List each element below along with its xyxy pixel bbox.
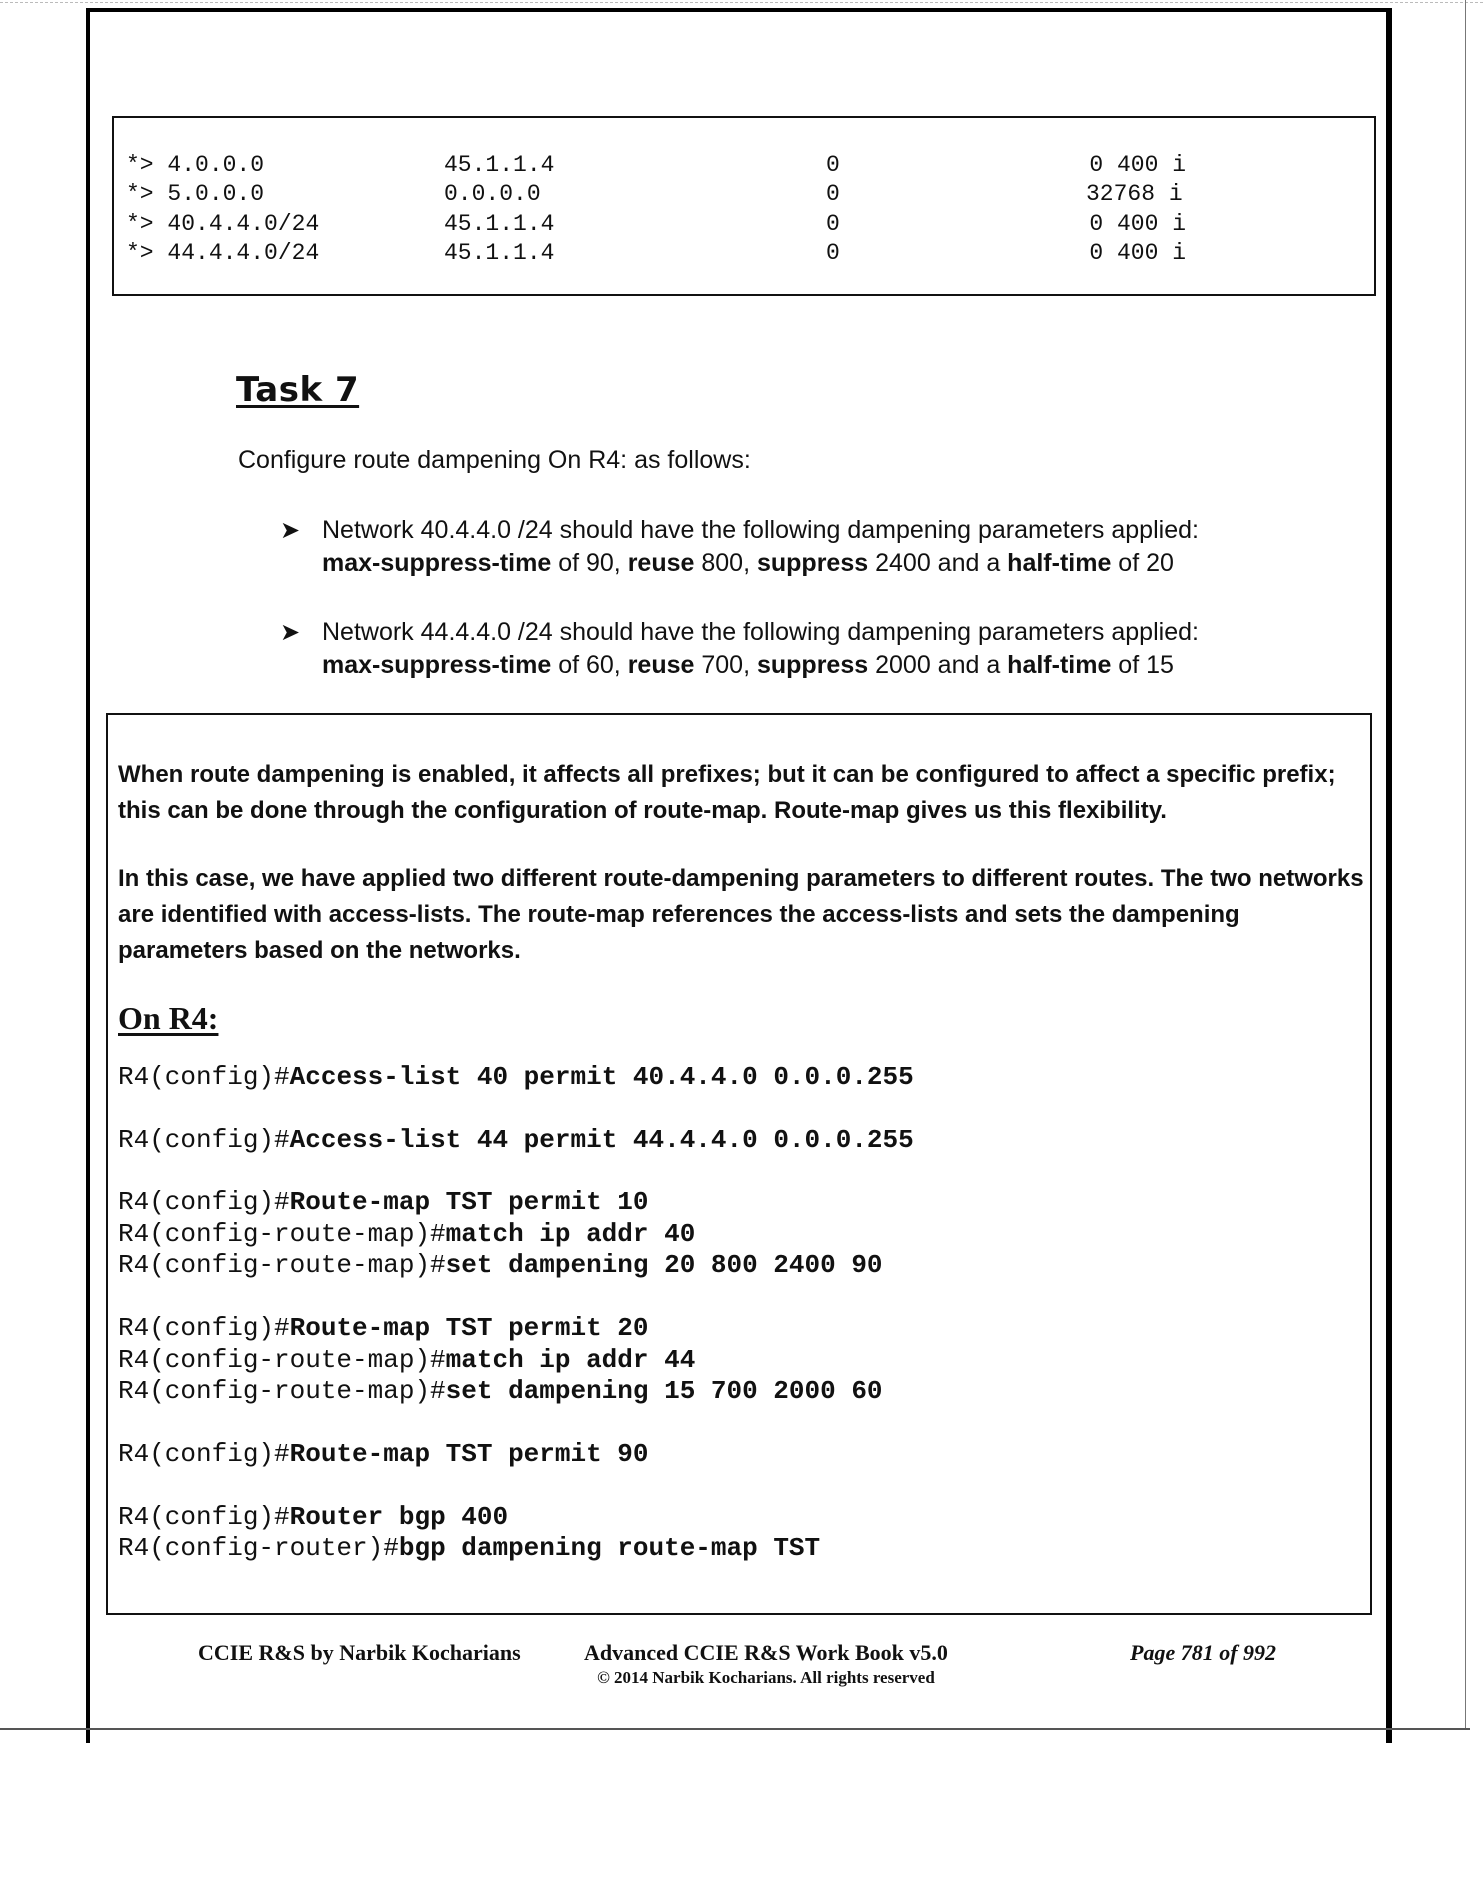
- param-value: of 20: [1111, 549, 1174, 577]
- param-label: max-suppress-time: [322, 549, 552, 577]
- cli-line: [118, 1502, 508, 1532]
- route-weight-path: 0 400 i: [1089, 211, 1186, 237]
- cli-command: set dampening 20 800 2400 90: [445, 1250, 883, 1280]
- footer-title-text: Advanced CCIE R&S Work Book v5.0: [584, 1640, 948, 1665]
- route-status: *>: [126, 240, 154, 266]
- footer-copyright: © 2014 Narbik Kocharians. All rights reserved: [597, 1668, 935, 1687]
- cli-prompt: R4(config-route-map)#: [118, 1376, 446, 1406]
- route-next-hop: 45.1.1.4: [444, 240, 555, 266]
- explanation-paragraph: In this case, we have applied two different route-dampening parameters to different routes. The two networks are identified with access-lists. The route-map references the access-lists and sets the dampening parameters based on the networks.: [118, 865, 1364, 964]
- param-label: half-time: [1007, 651, 1112, 679]
- cli-prompt: R4(config)#: [118, 1313, 290, 1343]
- param-label: reuse: [627, 549, 695, 577]
- cli-command: set dampening 15 700 2000 60: [445, 1376, 883, 1406]
- route-next-hop: 0.0.0.0: [444, 181, 541, 207]
- route-status: *>: [126, 181, 154, 207]
- cli-line: [118, 1313, 649, 1343]
- bullet-params: [322, 649, 1199, 682]
- param-label: suppress: [756, 549, 869, 577]
- cli-command: Route-map TST permit 10: [289, 1187, 649, 1217]
- cli-line: [118, 1439, 649, 1469]
- cli-prompt: R4(config-router)#: [118, 1533, 399, 1563]
- arrowhead-bullet-icon: ➤: [280, 619, 301, 646]
- footer-page-number: Page 781 of 992: [1130, 1640, 1277, 1665]
- route-metric: 0: [826, 181, 840, 207]
- cli-prompt: R4(config)#: [118, 1439, 290, 1469]
- param-label: half-time: [1007, 549, 1112, 577]
- bgp-table-output: [112, 116, 1376, 296]
- bgp-row: [126, 152, 1186, 182]
- route-weight-path: 0 400 i: [1089, 240, 1186, 266]
- param-value: of 60,: [551, 651, 628, 679]
- cli-prompt: R4(config)#: [118, 1187, 290, 1217]
- task-intro: Configure route dampening On R4: as follows:: [238, 446, 751, 474]
- cli-command: Route-map TST permit 20: [289, 1313, 649, 1343]
- param-value: 700,: [694, 651, 757, 679]
- page-bottom-rule: [0, 1728, 1470, 1730]
- route-network: 4.0.0.0: [167, 152, 265, 178]
- cli-command: Access-list 40 permit 40.4.4.0 0.0.0.255: [289, 1062, 914, 1092]
- route-network: 44.4.4.0/24: [167, 240, 320, 266]
- cli-line: [118, 1125, 914, 1155]
- bgp-row: [126, 211, 1186, 241]
- route-status: *>: [126, 152, 154, 178]
- param-value: of 90,: [551, 549, 628, 577]
- section-heading: On R4:: [118, 1000, 219, 1036]
- cli-prompt: R4(config)#: [118, 1502, 290, 1532]
- cli-line: [118, 1345, 695, 1375]
- scan-top-edge: [0, 2, 1483, 4]
- cli-line: [118, 1533, 820, 1563]
- bgp-row: [126, 240, 1186, 270]
- cli-command: match ip addr 40: [445, 1219, 696, 1249]
- cli-prompt: R4(config-route-map)#: [118, 1345, 446, 1375]
- scan-right-edge: [1465, 0, 1466, 1730]
- param-label: reuse: [627, 651, 695, 679]
- route-metric: 0: [826, 211, 840, 237]
- bullet-line: Network 40.4.4.0 /24 should have the following dampening parameters applied:: [322, 516, 1199, 544]
- route-next-hop: 45.1.1.4: [444, 152, 555, 178]
- route-metric: 0: [826, 240, 840, 266]
- cli-prompt: R4(config)#: [118, 1062, 290, 1092]
- cli-command: Access-list 44 permit 44.4.4.0 0.0.0.255: [289, 1125, 914, 1155]
- bullet-params: [322, 547, 1199, 580]
- cli-line: [118, 1250, 883, 1280]
- route-weight-path: 0 400 i: [1089, 152, 1186, 178]
- arrowhead-bullet-icon: ➤: [280, 517, 301, 544]
- footer-author: CCIE R&S by Narbik Kocharians: [198, 1640, 521, 1665]
- param-value: 2400 and a: [868, 549, 1008, 577]
- bgp-row: [126, 181, 1183, 211]
- cli-command: Router bgp 400: [289, 1502, 509, 1532]
- param-value: 2000 and a: [868, 651, 1008, 679]
- route-network: 5.0.0.0: [167, 181, 265, 207]
- cli-line: [118, 1187, 649, 1217]
- cli-line: [118, 1376, 883, 1406]
- route-next-hop: 45.1.1.4: [444, 211, 555, 237]
- cli-command: match ip addr 44: [445, 1345, 696, 1375]
- solution-box: [106, 713, 1372, 1615]
- cli-line: [118, 1219, 695, 1249]
- cli-prompt: R4(config)#: [118, 1125, 290, 1155]
- param-label: suppress: [756, 651, 869, 679]
- footer-book-title: [584, 1640, 948, 1688]
- explanation-paragraph: When route dampening is enabled, it affects all prefixes; but it can be configured to affect a specific prefix; this can be done through the configuration of route-map. Route-map gives us this flexibility.: [118, 761, 1336, 824]
- cli-prompt: R4(config-route-map)#: [118, 1250, 446, 1280]
- cli-prompt: R4(config-route-map)#: [118, 1219, 446, 1249]
- route-status: *>: [126, 211, 154, 237]
- route-weight-path: 32768 i: [1086, 181, 1183, 207]
- cli-command: Route-map TST permit 90: [289, 1439, 649, 1469]
- task-title: Task 7: [236, 370, 360, 410]
- param-label: max-suppress-time: [322, 651, 552, 679]
- cli-command: bgp dampening route-map TST: [398, 1533, 821, 1563]
- param-value: of 15: [1111, 651, 1174, 679]
- route-metric: 0: [826, 152, 840, 178]
- bullet-line: Network 44.4.4.0 /24 should have the following dampening parameters applied:: [322, 618, 1199, 646]
- cli-line: [118, 1062, 914, 1092]
- param-value: 800,: [694, 549, 757, 577]
- route-network: 40.4.4.0/24: [167, 211, 320, 237]
